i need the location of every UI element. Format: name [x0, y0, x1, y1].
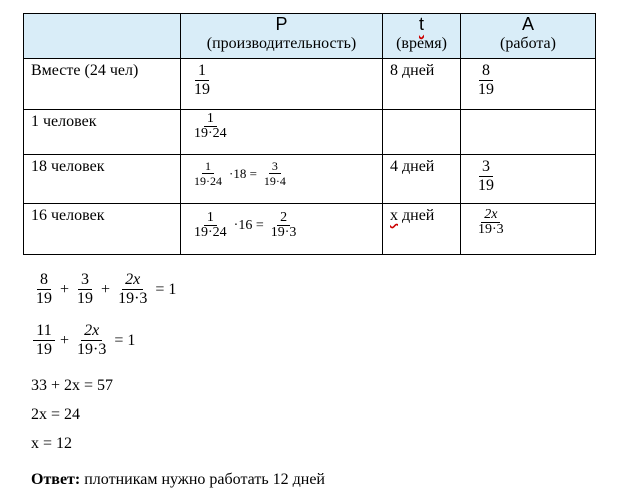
header-work — [461, 14, 596, 59]
plus-sign: + — [101, 280, 111, 298]
denominator: 19 — [478, 177, 494, 194]
fraction — [268, 211, 300, 240]
time-value: 8 дней — [390, 62, 435, 79]
time-value: 4 дней — [390, 158, 435, 175]
answer-label: Ответ: — [31, 471, 81, 488]
fraction — [191, 159, 225, 188]
header-productivity — [181, 14, 383, 59]
row-label: 16 человек — [31, 207, 105, 224]
fraction — [74, 322, 109, 359]
p-label: (производительность) — [206, 35, 357, 52]
fraction — [115, 271, 150, 308]
numerator: 1 — [195, 62, 209, 81]
plus-sign: + — [60, 331, 70, 349]
header-empty — [24, 14, 181, 59]
fraction — [33, 271, 55, 308]
numerator: 8 — [479, 62, 493, 81]
answer-text: плотникам нужно работать 12 дней — [80, 471, 325, 488]
row-label: Вместе (24 чел) — [31, 62, 139, 79]
equation-3: 33 + 2x = 57 — [31, 377, 114, 394]
denominator: 19·3 — [478, 222, 504, 237]
row-label: 18 человек — [31, 158, 105, 175]
denominator: 19 — [36, 290, 52, 307]
equation-1 — [31, 271, 179, 308]
denominator: 19·24 — [194, 225, 227, 240]
productivity-expression — [189, 211, 301, 240]
productivity-table — [23, 13, 596, 255]
denominator: 19 — [194, 81, 210, 98]
denominator: 19 — [36, 341, 52, 358]
answer-line — [31, 471, 325, 489]
fraction — [261, 159, 289, 188]
denominator: 19·4 — [263, 174, 286, 188]
table-row — [24, 155, 596, 204]
numerator: 8 — [37, 271, 51, 290]
fraction — [191, 211, 230, 240]
numerator: 3 — [78, 271, 92, 290]
numerator: 1 — [202, 159, 214, 174]
right-hand-side: = 1 — [114, 331, 136, 349]
fraction — [475, 208, 507, 237]
numerator: 3 — [479, 158, 493, 177]
fraction — [191, 62, 213, 99]
numerator: 2x — [481, 208, 500, 223]
fraction — [74, 271, 96, 308]
work-value — [461, 110, 595, 113]
multiplier: ·16 = — [233, 217, 264, 233]
time-value — [383, 110, 460, 113]
numerator: 3 — [269, 159, 281, 174]
denominator: 19·3 — [77, 341, 107, 358]
fraction — [191, 112, 230, 141]
denominator: 19·24 — [194, 174, 222, 188]
row-label: 1 человек — [31, 113, 97, 130]
plus-sign: + — [60, 280, 70, 298]
productivity-expression — [189, 159, 291, 188]
table-row — [24, 204, 596, 255]
time-value — [383, 204, 460, 225]
table-row — [24, 59, 596, 110]
numerator: 2x — [81, 322, 102, 341]
numerator: 1 — [204, 112, 217, 127]
multiplier: ·18 = — [229, 165, 257, 181]
t-label: (время) — [396, 35, 447, 52]
header-time — [383, 14, 461, 59]
denominator: 19 — [77, 290, 94, 307]
equation-5: x = 12 — [31, 435, 73, 452]
fraction — [33, 322, 55, 359]
p-symbol: P — [275, 14, 288, 34]
table-row — [24, 110, 596, 155]
denominator: 19·24 — [194, 126, 227, 141]
header-row — [24, 14, 596, 59]
numerator: 2x — [122, 271, 143, 290]
denominator: 19 — [478, 81, 494, 98]
equation-4: 2x = 24 — [31, 406, 81, 423]
x-variable: x — [390, 207, 398, 224]
days-word: дней — [398, 207, 435, 224]
numerator: 11 — [33, 322, 54, 341]
numerator: 1 — [204, 211, 217, 226]
denominator: 19·3 — [270, 225, 297, 240]
numerator: 2 — [277, 211, 290, 226]
a-symbol: A — [521, 14, 534, 34]
equation-2 — [31, 322, 138, 359]
right-hand-side: = 1 — [155, 280, 177, 298]
fraction — [475, 158, 497, 195]
denominator: 19·3 — [118, 290, 148, 307]
fraction — [475, 62, 497, 99]
t-symbol: t — [418, 14, 424, 34]
a-label: (работа) — [500, 35, 556, 52]
